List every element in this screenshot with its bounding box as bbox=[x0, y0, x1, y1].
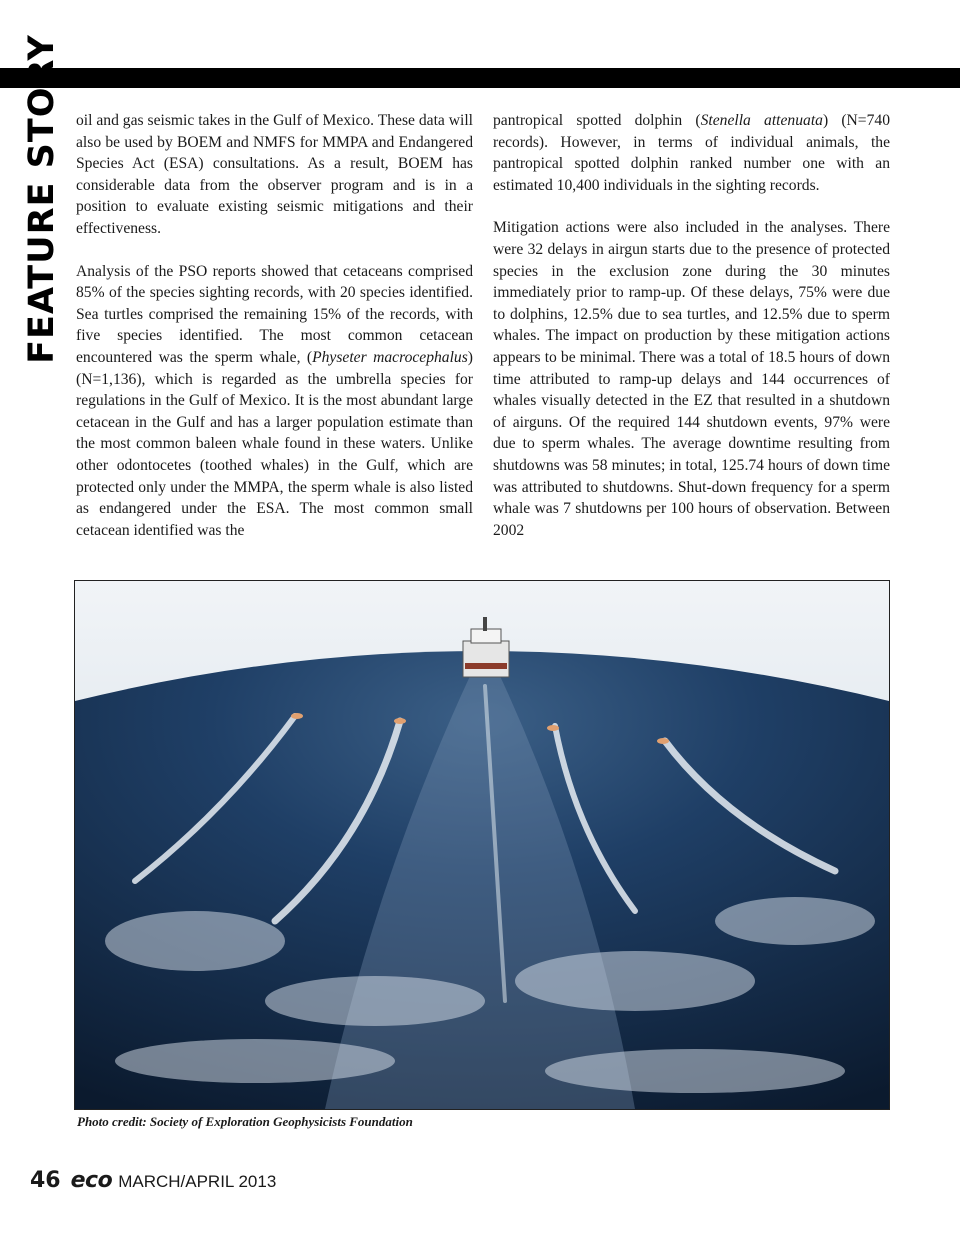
photo-illustration bbox=[75, 581, 889, 1109]
text-run: pantropical spotted dolphin ( bbox=[493, 112, 701, 129]
section-label bbox=[14, 34, 70, 364]
left-paragraph-2 bbox=[76, 261, 473, 542]
left-paragraph-1: oil and gas seismic takes in the Gulf of Mexico. These data will also be used by BOEM and NMFS for MMPA and Endangered Species Act (ESA) consultations. As a result, BOEM has considerable data from the observer program and is in a position to evaluate existing seismic mitigations and their effectiveness. bbox=[76, 112, 473, 237]
text-run: ) (N=1,136), which is regarded as the umbrella species for regulations in the Gulf of Mexico. It is the most abundant large cetacean in the Gulf and has a larger population estimate than the most common baleen whale found in these waters. Unlike other odontocetes (toothed whales) in the Gulf, which are protected only under the MMPA, the sperm whale is also listed as endangered under the ESA. The most common small cetacean identified was the bbox=[76, 348, 473, 539]
seismic-vessel-photo bbox=[74, 580, 890, 1110]
photo-caption: Photo credit: Society of Exploration Geophysicists Foundation bbox=[77, 1114, 413, 1129]
header-rule bbox=[0, 68, 960, 88]
page-number: 46 bbox=[30, 1168, 61, 1193]
text-run: Analysis of the PSO reports showed that cetaceans comprised 85% of the species sighting records, with 20 species identified. Sea turtles comprised the remaining 15% of the records, with five species identified. The most common cetacean encountered was the sperm whale, ( bbox=[76, 262, 473, 366]
right-paragraph-2: Mitigation actions were also included in the analyses. There were 32 delays in airgun starts due to the presence of protected species in the exclusion zone during the 30 minutes immediately prior to ramp-up. Of these delays, 75% were due to dolphins, 12.5% due to sea turtles, and 12.5% due to sperm whales. The impact on production by these mitigation actions appears to be minimal. There was a total of 18.5 hours of down time attributed to ramp-up delays and 144 occurrences of whales visually detected in the EZ that resulted in a shutdown of airguns. Of the required 144 shutdown events, 97% were due to sperm whales. The average downtime resulting from shutdowns was 58 minutes; in total, 125.74 hours of down time was attributed to shutdowns. Shut-down frequency for a sperm whale was 7 shutdowns per 100 hours of observation. Between 2002 bbox=[493, 219, 890, 539]
species-name: Physeter macrocephalus bbox=[312, 348, 468, 366]
right-paragraph-1 bbox=[493, 110, 890, 196]
left-column bbox=[76, 110, 473, 562]
right-column bbox=[493, 110, 890, 562]
magazine-logo: eco bbox=[70, 1168, 113, 1193]
text-run: ) (N=740 records). However, in terms of individual animals, the pantropical spotted dolphin ranked number one with an estimated 10,400 individuals in the sighting records. bbox=[493, 112, 890, 194]
issue-date: MARCH/APRIL 2013 bbox=[118, 1172, 277, 1191]
species-name: Stenella attenuata bbox=[700, 112, 823, 129]
section-label-text: FEATURE STORY bbox=[22, 34, 62, 364]
page-footer bbox=[30, 1168, 276, 1198]
